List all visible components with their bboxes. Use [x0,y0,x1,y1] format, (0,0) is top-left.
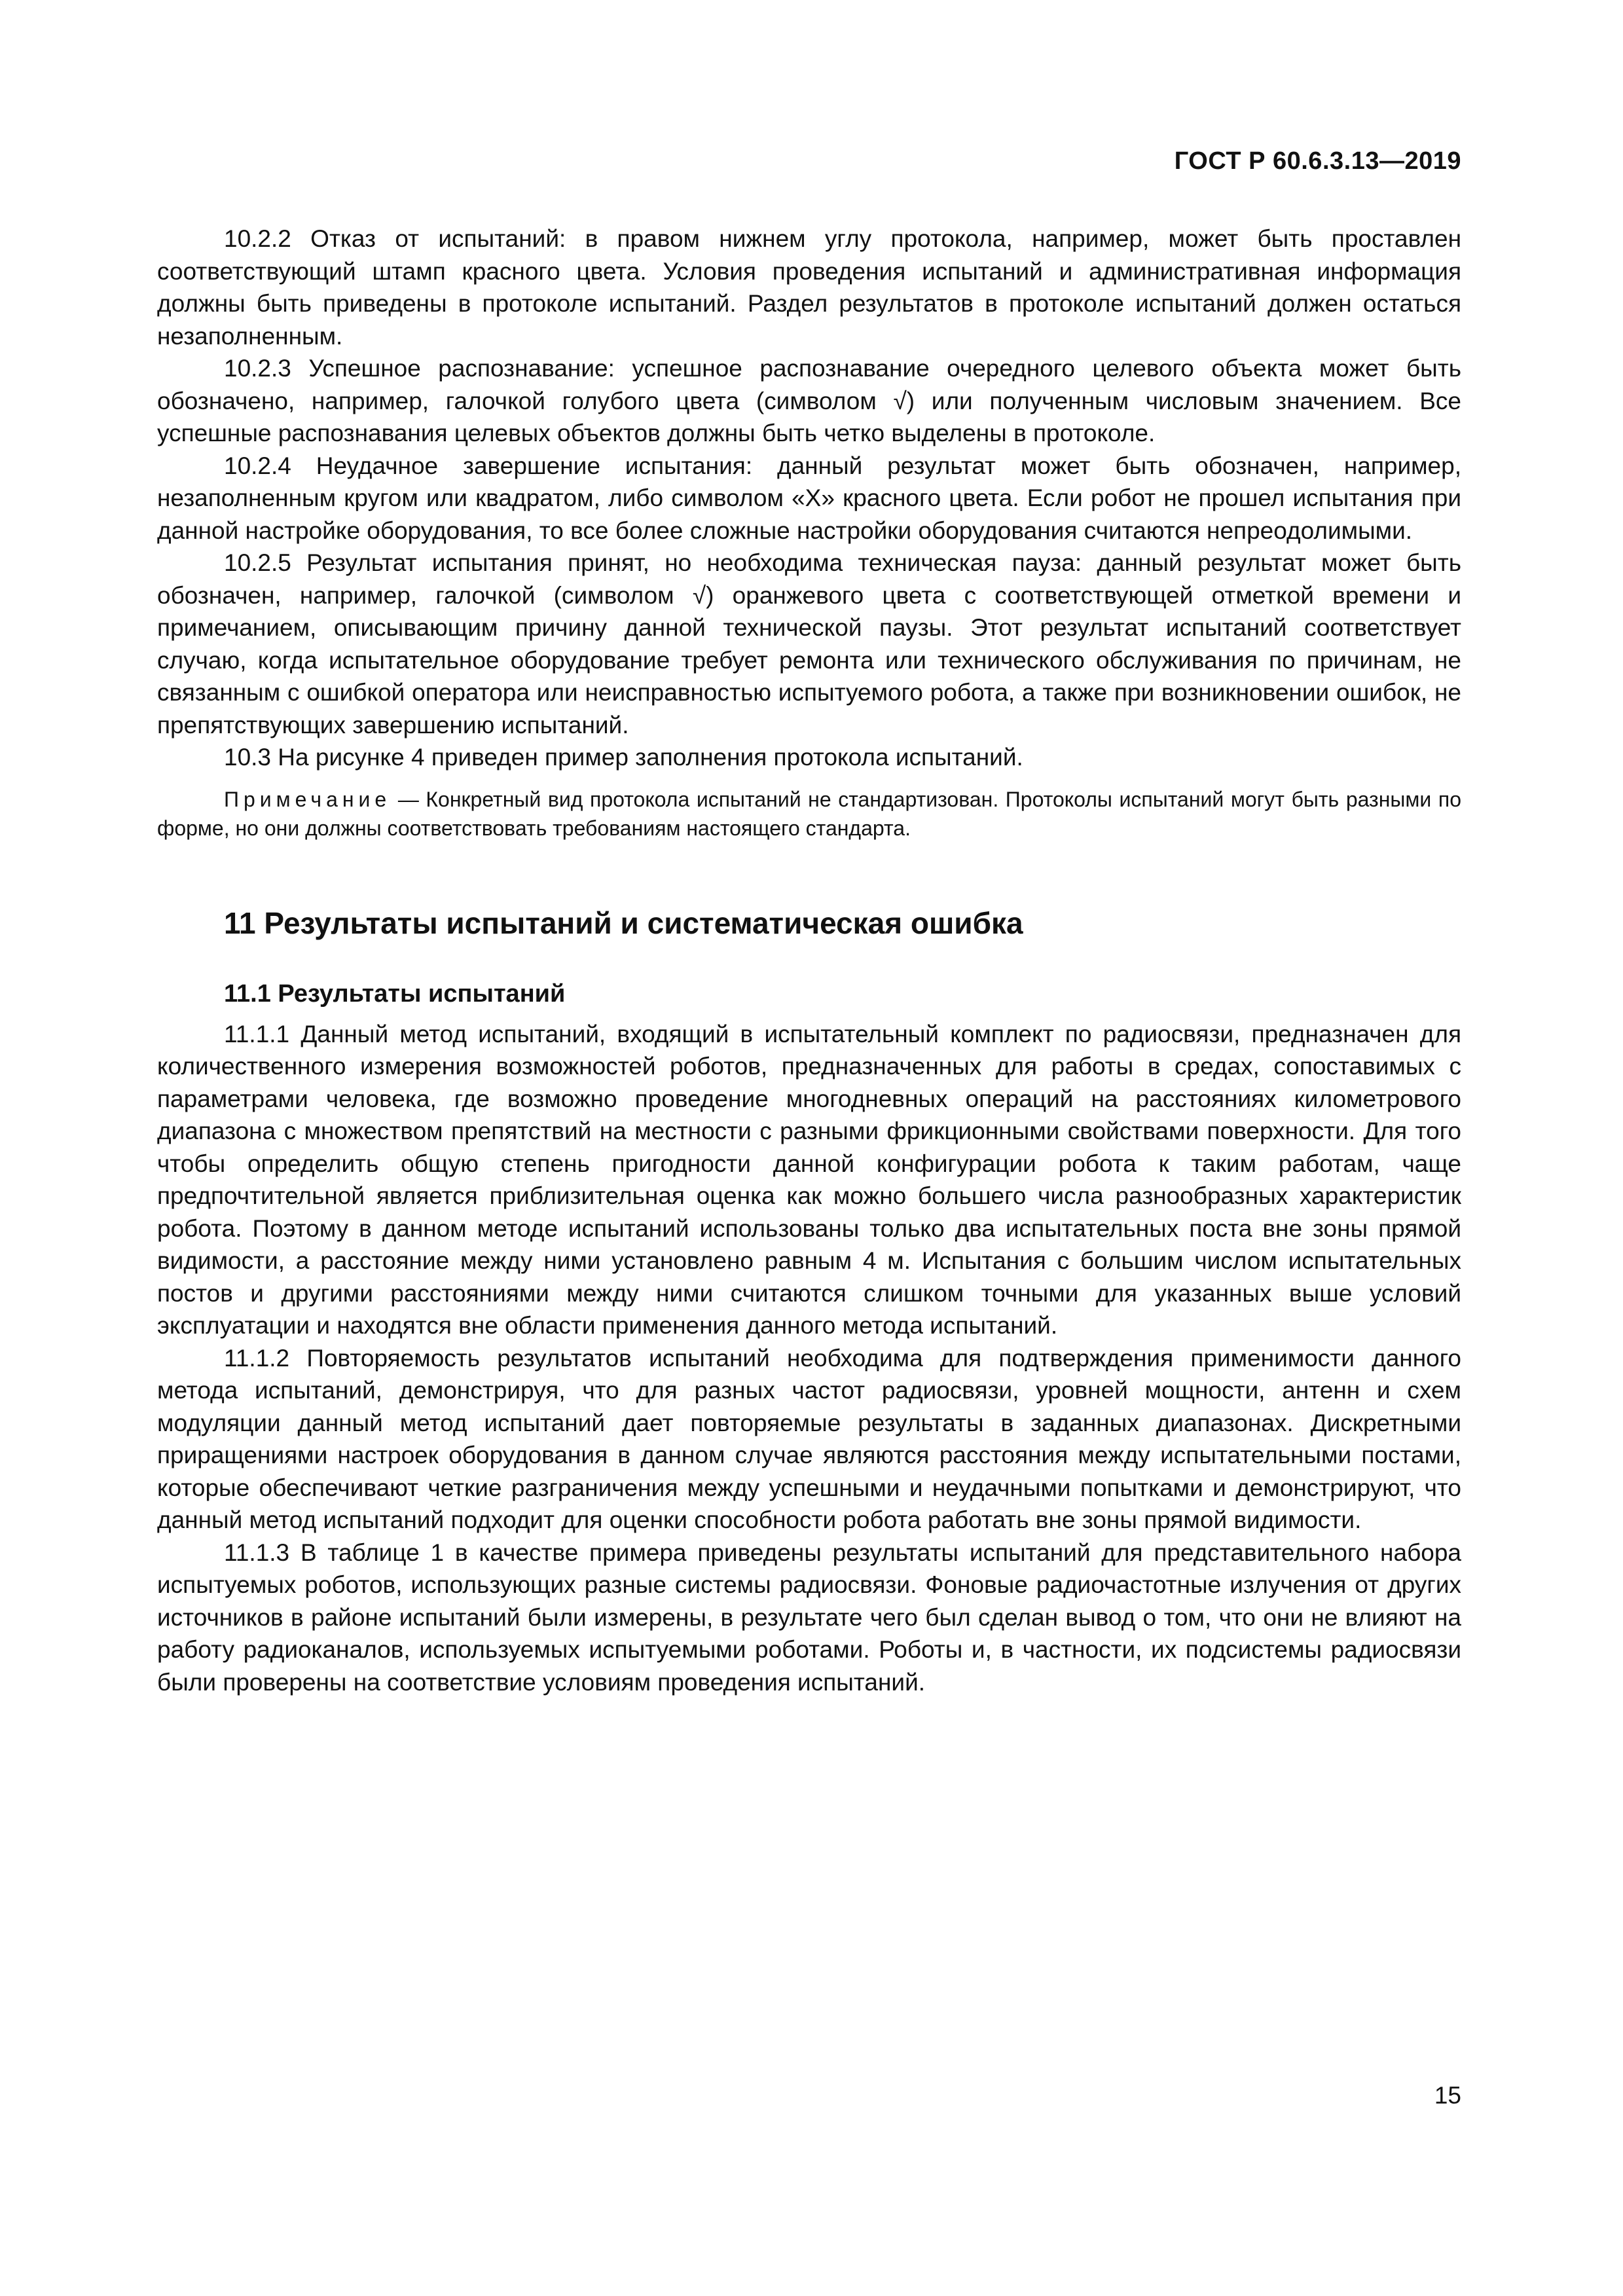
subsection-title: 11.1 Результаты испытаний [224,979,566,1008]
paragraph-10-2-4: 10.2.4 Неудачное завершение испытания: данный результат может быть обозначен, например, незаполненным кругом или квадратом, либо символом «Х» красного цвета. Если робот не прошел испытания при данной настройке оборудования, то все более сложные настройки оборудования считаются непреодолимыми. [157,452,1461,544]
paragraph-10-2-3: 10.2.3 Успешное распознавание: успешное распознавание очередного целевого объекта может быть обозначено, например, галочкой голубого цвета (символом √) или полученным числовым значением. Все успешные распознавания целевых объектов должны быть четко выделены в протоколе. [157,355,1461,446]
document-body [157,223,1461,1698]
note-label: Примечание [224,787,392,811]
paragraph-11-1-3: 11.1.3 В таблице 1 в качестве примера приведены результаты испытаний для представительного набора испытуемых роботов, использующих разные системы радиосвязи. Фоновые радиочастотные излучения от других источников в районе испытаний были измерены, в результате чего был сделан вывод о том, что они не влияют на работу радиоканалов, используемых испытуемыми роботами. Роботы и, в частности, их подсистемы радиосвязи были проверены на соответствие условиям проведения испытаний. [157,1539,1461,1696]
note-text: — Конкретный вид протокола испытаний не стандартизован. Протоколы испытаний могут быть разными по форме, но они должны соответствовать требованиям настоящего стандарта. [157,787,1461,840]
paragraph-10-2-5: 10.2.5 Результат испытания принят, но необходима техническая пауза: данный результат может быть обозначен, например, галочкой (символом √) оранжевого цвета с соответствующей отметкой времени и примечанием, описывающим причину данной технической паузы. Этот результат испытаний соответствует случаю, когда испытательное оборудование требует ремонта или технического обслуживания по причинам, не связанным с ошибкой оператора или неисправностью испытуемого робота, а также при возникновении ошибок, не препятствующих завершению испытаний. [157,549,1461,738]
page-number: 15 [1434,2082,1461,2109]
paragraph-10-3: 10.3 На рисунке 4 приведен пример заполнения протокола испытаний. [224,744,1023,771]
paragraph-10-2-2: 10.2.2 Отказ от испытаний: в правом нижнем углу протокола, например, может быть проставлен соответствующий штамп красного цвета. Условия проведения испытаний и административная информация должны быть приведены в протоколе испытаний. Раздел результатов в протоколе испытаний должен остаться незаполненным. [157,225,1461,350]
section-title: 11 Результаты испытаний и систематическая ошибка [224,905,1023,940]
paragraph-11-1-2: 11.1.2 Повторяемость результатов испытаний необходима для подтверждения применимости данного метода испытаний, демонстрируя, что для разных частот радиосвязи, уровней мощности, антенн и схем модуляции данный метод испытаний дает повторяемые результаты в заданных диапазонах. Дискретными приращениями настроек оборудования в данном случае являются расстояния между испытательными постами, которые обеспечивают четкие разграничения между успешными и неудачными попытками и демонстрируют, что данный метод испытаний подходит для оценки способности робота работать вне зоны прямой видимости. [157,1344,1461,1533]
document-page [157,0,1461,2296]
document-id-header: ГОСТ Р 60.6.3.13—2019 [1174,147,1461,175]
note [157,785,1461,843]
paragraph-11-1-1: 11.1.1 Данный метод испытаний, входящий в испытательный комплект по радиосвязи, предназначен для количественного измерения возможностей роботов, предназначенных для работы в средах, сопоставимых с параметрами человека, где возможно проведение многодневных операций на расстояниях километрового диапазона с множеством препятствий на местности с разными фрикционными свойствами поверхности. Для того чтобы определить общую степень пригодности данной конфигурации робота к таким работам, чаще предпочтительной является приблизительная оценка как можно большего числа разнообразных характеристик робота. Поэтому в данном методе испытаний использованы только два испытательных поста вне зоны прямой видимости, а расстояние между ними установлено равным 4 м. Испытания с большим числом испытательных постов и другими расстояниями между ними считаются слишком точными для указанных выше условий эксплуатации и находятся вне области применения данного метода испытаний. [157,1020,1461,1339]
